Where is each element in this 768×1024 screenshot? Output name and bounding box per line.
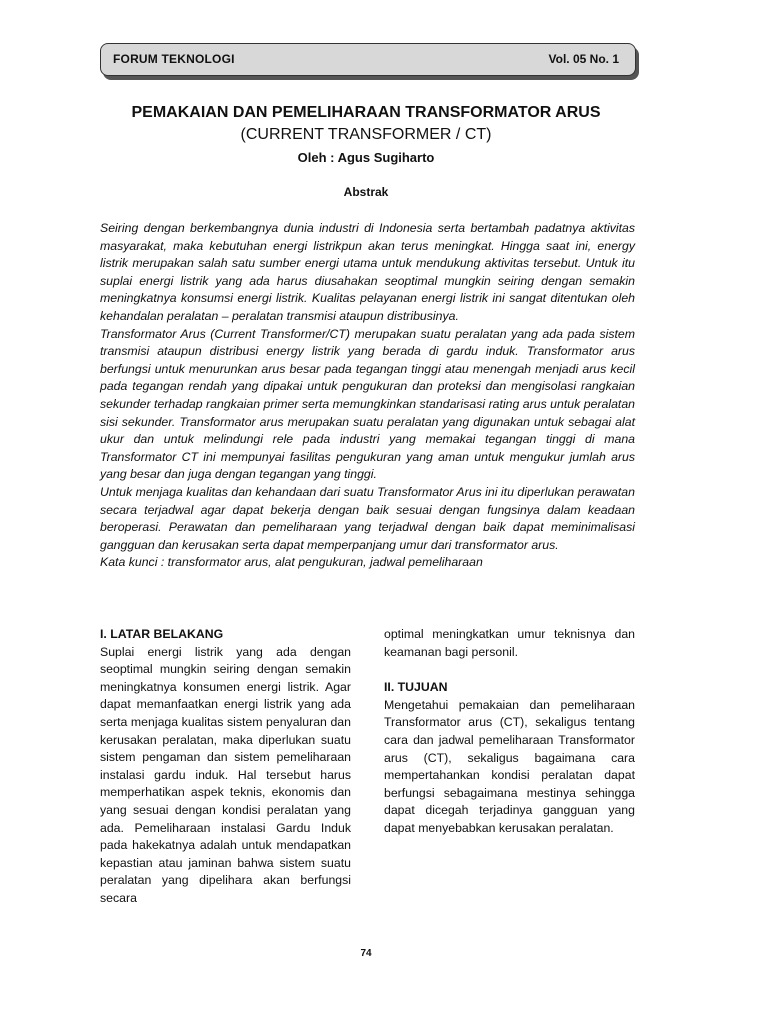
abstract-keywords: Kata kunci : transformator arus, alat pengukuran, jadwal pemeliharaan xyxy=(100,555,483,570)
abstract-paragraph: Transformator Arus (Current Transformer/CT) merupakan suatu peralatan yang ada pada sistem transmisi ataupun distribusi energy listrik yang berada di gardu induk. Transformator arus berfungsi untuk menurunkan arus besar pada tegangan tinggi atau menengah menjadi arus kecil pada tegangan rendah yang dipakai untuk pengukuran dan proteksi dan mengisolasi rangkaian sekunder terhadap rangkaian primer serta memungkinkan standarisasi rating arus untuk peralatan sisi sekunder. Transformator arus merupakan suatu peralatan yang digunakan untuk sebagai alat ukur dan untuk melindungi rele pada industri yang memakai tegangan tinggi di mana Transformator CT ini mempunyai fasilitas pengukuran yang aman untuk mengukur jumlah arus yang besar dan juga dengan tegangan yang tinggi. xyxy=(100,326,635,482)
abstract-paragraph: Seiring dengan berkembangnya dunia industri di Indonesia serta bertambah padatnya aktivitas masyarakat, maka kebutuhan energi listrikpun akan terus meningkat. Hingga saat ini, energy listrik merupakan salah satu sumber energi utama untuk mendukung aktivitas tersebut. Untuk itu suplai energi listrik yang ada harus diusahakan seoptimal mungkin seiring dengan semakin meningkatnya konsumsi energi listrik. Kualitas pelayanan energi listrik ini sangat ditentukan oleh kehandalan peralatan – peralatan transmisi ataupun distribusinya. xyxy=(100,221,635,323)
article-subtitle: (CURRENT TRANSFORMER / CT) xyxy=(240,126,492,143)
abstract-body xyxy=(100,220,635,572)
abstract-heading: Abstrak xyxy=(343,185,389,199)
article-author: Oleh : Agus Sugiharto xyxy=(297,150,435,165)
journal-name: FORUM TEKNOLOGI xyxy=(113,52,235,66)
section-body-latar-belakang: Suplai energi listrik yang ada dengan seoptimal mungkin seiring dengan semakin meningkatnya konsumen energi listrik. Agar dapat memanfaatkan energi listrik yang ada serta menjaga kualitas sistem penyaluran dan kerusakan peralatan, maka diperlukan suatu sistem pengaman dan sistem pemeliharaan instalasi gardu induk. Hal tersebut harus memperhatikan aspek teknis, ekonomis dan yang sesuai dengan kondisi peralatan yang ada. Pemeliharaan instalasi Gardu Induk pada hakekatnya adalah untuk mendapatkan kepastian atau jaminan bahwa sistem suatu peralatan yang dipelihara akan berfungsi secara xyxy=(100,644,351,905)
section-heading-latar-belakang: I. LATAR BELAKANG xyxy=(100,627,224,641)
section-body-latar-belakang-continued: optimal meningkatkan umur teknisnya dan keamanan bagi personil. xyxy=(384,627,635,659)
right-column xyxy=(384,626,635,838)
abstract-paragraph: Untuk menjaga kualitas dan kehandaan dari suatu Transformator Arus ini itu diperlukan perawatan secara terjadwal agar dapat bekerja dengan baik sesuai dengan fungsinya dalam keadaan beroperasi. Perawatan dan pemeliharaan yang terjadwal dengan baik dapat meminimalisasi gangguan dan kerusakan serta dapat memperpanjang umur dari transformator arus. xyxy=(100,484,635,552)
journal-header xyxy=(100,43,636,76)
page-number: 74 xyxy=(360,948,372,959)
left-column xyxy=(100,626,351,908)
journal-volume: Vol. 05 No. 1 xyxy=(548,52,619,66)
section-heading-tujuan: II. TUJUAN xyxy=(384,680,448,695)
article-title: PEMAKAIAN DAN PEMELIHARAAN TRANSFORMATOR ARUS xyxy=(131,104,601,121)
section-body-tujuan: Mengetahui pemakaian dan pemeliharaan Transformator arus (CT), sekaligus tentang cara dan jadwal pemeliharaan Transformator arus (CT), sekaligus bagaimana cara mempertahankan kondisi peralatan dapat berfungsi sebagaimana mestinya sehingga dapat dicegah terjadinya gangguan yang dapat menyebabkan kerusakan peralatan. xyxy=(384,697,635,835)
